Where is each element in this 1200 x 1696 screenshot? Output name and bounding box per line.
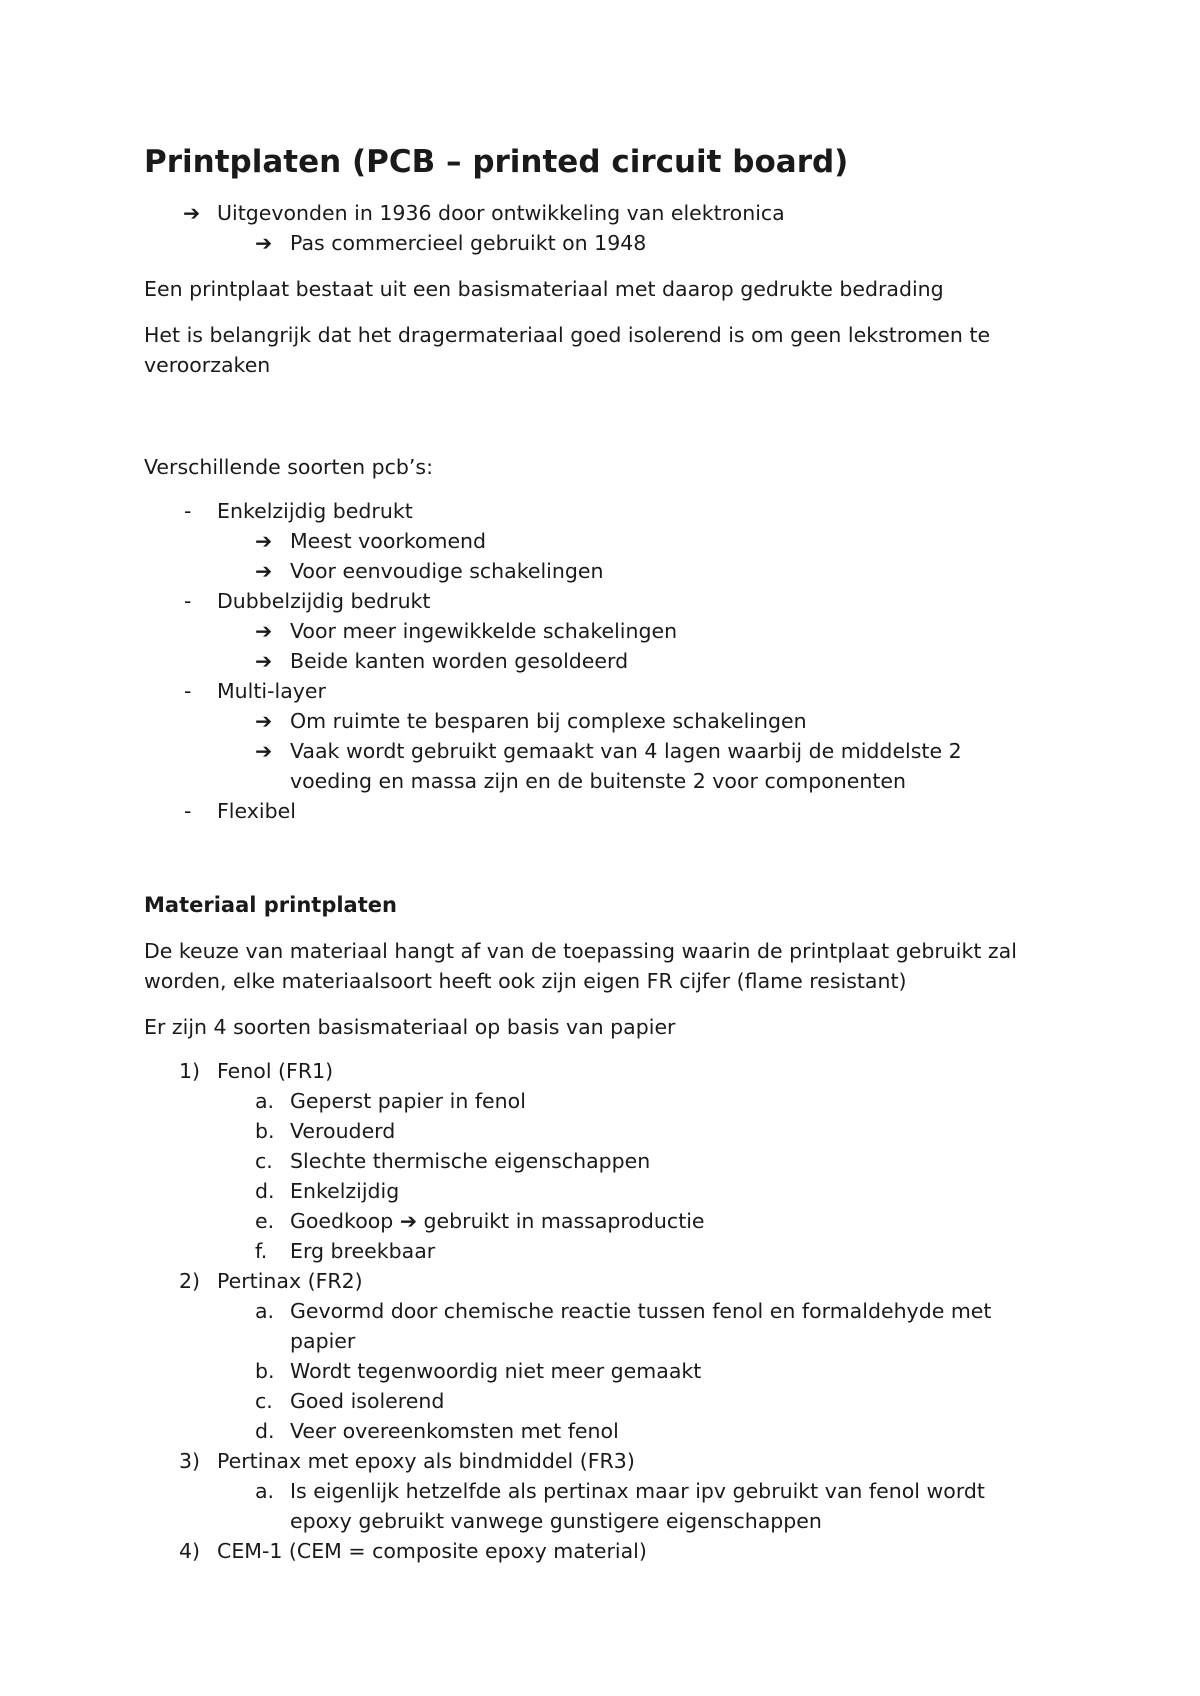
dash-bullet: - (184, 679, 192, 703)
dash-bullet: - (184, 499, 192, 523)
list-number: 1) (179, 1059, 201, 1083)
list-item-label: Multi-layer (217, 679, 326, 703)
lettered-item (144, 1206, 1064, 1236)
list-subitem (144, 556, 1064, 586)
arrow-icon: ➔ (255, 619, 273, 643)
numbered-item (144, 1446, 1064, 1476)
numbered-item (144, 1266, 1064, 1296)
arrow-icon: ➔ (255, 231, 273, 255)
paragraph: De keuze van materiaal hangt af van de toepassing waarin de printplaat gebruikt zal worden, elke materiaalsoort heeft ook zijn eigen FR cijfer (flame resistant) (144, 939, 1017, 993)
lettered-item (144, 1116, 1064, 1146)
list-subitem (144, 646, 1064, 676)
arrow-icon: ➔ (183, 201, 201, 225)
lettered-item-continuation (144, 1326, 1064, 1356)
list-subitem (144, 736, 1064, 766)
lettered-item-text: papier (290, 1329, 356, 1353)
list-subitem-text: Meest voorkomend (290, 529, 487, 553)
list-item-label: Enkelzijdig bedrukt (217, 499, 413, 523)
list-item-label: Flexibel (217, 799, 296, 823)
list-number: 3) (179, 1449, 201, 1473)
intro-arrow-text: Uitgevonden in 1936 door ontwikkeling van elektronica (217, 201, 785, 225)
list-item (144, 496, 1064, 526)
lettered-item-text: Veer overeenkomsten met fenol (290, 1419, 619, 1443)
lettered-item (144, 1236, 1064, 1266)
lettered-item-text: Gevormd door chemische reactie tussen fenol en formaldehyde met (290, 1299, 992, 1323)
lettered-item (144, 1356, 1064, 1386)
arrow-icon: ➔ (255, 709, 273, 733)
lettered-item-text: Verouderd (290, 1119, 396, 1143)
list-subitem-text: Voor eenvoudige schakelingen (290, 559, 604, 583)
arrow-icon: ➔ (255, 529, 273, 553)
list-letter: c. (255, 1149, 273, 1173)
dash-bullet: - (184, 799, 192, 823)
lettered-item-text: Wordt tegenwoordig niet meer gemaakt (290, 1359, 702, 1383)
list-subitem-continuation (144, 766, 1064, 796)
list-subitem (144, 616, 1064, 646)
lettered-item-text: Slechte thermische eigenschappen (290, 1149, 651, 1173)
lettered-item (144, 1176, 1064, 1206)
list-number: 2) (179, 1269, 201, 1293)
intro-arrow-subitem (144, 228, 1064, 258)
list-letter: a. (255, 1479, 275, 1503)
arrow-icon: ➔ (255, 559, 273, 583)
list-number: 4) (179, 1539, 201, 1563)
lettered-item-text: Goed isolerend (290, 1389, 445, 1413)
intro-arrow-item (144, 198, 1064, 228)
lettered-item-text: Is eigenlijk hetzelfde als pertinax maar ipv gebruikt van fenol wordt (290, 1479, 985, 1503)
list-item (144, 796, 1064, 826)
list-item-label: Dubbelzijdig bedrukt (217, 589, 431, 613)
paragraph: Een printplaat bestaat uit een basismateriaal met daarop gedrukte bedrading (144, 277, 944, 301)
lettered-item (144, 1386, 1064, 1416)
numbered-item (144, 1056, 1064, 1086)
lettered-item (144, 1296, 1064, 1326)
list-letter: c. (255, 1389, 273, 1413)
lettered-item (144, 1086, 1064, 1116)
arrow-icon: ➔ (255, 739, 273, 763)
dash-bullet: - (184, 589, 192, 613)
list-subitem (144, 526, 1064, 556)
lettered-item-text: epoxy gebruikt vanwege gunstigere eigenschappen (290, 1509, 822, 1533)
list-letter: e. (255, 1209, 275, 1233)
types-heading: Verschillende soorten pcb’s: (144, 455, 434, 479)
numbered-item-label: Pertinax met epoxy als bindmiddel (FR3) (217, 1449, 635, 1473)
lettered-item-text: Erg breekbaar (290, 1239, 436, 1263)
list-item (144, 676, 1064, 706)
document-page (144, 140, 1064, 1566)
list-subitem-text: Voor meer ingewikkelde schakelingen (290, 619, 678, 643)
list-subitem-text: Beide kanten worden gesoldeerd (290, 649, 629, 673)
list-letter: b. (255, 1359, 275, 1383)
list-letter: b. (255, 1119, 275, 1143)
lettered-item (144, 1416, 1064, 1446)
arrow-icon: ➔ (255, 649, 273, 673)
list-subitem-text: voeding en massa zijn en de buitenste 2 voor componenten (290, 769, 907, 793)
numbered-item (144, 1536, 1064, 1566)
list-subitem (144, 706, 1064, 736)
numbered-item-label: CEM-1 (CEM = composite epoxy material) (217, 1539, 647, 1563)
numbered-item-label: Fenol (FR1) (217, 1059, 334, 1083)
lettered-item (144, 1476, 1064, 1506)
lettered-item-continuation (144, 1506, 1064, 1536)
list-subitem-text: Om ruimte te besparen bij complexe schakelingen (290, 709, 807, 733)
paragraph: Er zijn 4 soorten basismateriaal op basis van papier (144, 1015, 676, 1039)
numbered-item-label: Pertinax (FR2) (217, 1269, 363, 1293)
arrow-icon: ➔ (399, 1209, 418, 1233)
lettered-item-text: Enkelzijdig (290, 1179, 400, 1203)
list-letter: a. (255, 1089, 275, 1113)
list-letter: d. (255, 1179, 275, 1203)
section-heading: Materiaal printplaten (144, 893, 397, 917)
lettered-item-text: Geperst papier in fenol (290, 1089, 526, 1113)
list-letter: f. (255, 1239, 268, 1263)
list-letter: d. (255, 1419, 275, 1443)
list-letter: a. (255, 1299, 275, 1323)
lettered-item-text: gebruikt in massaproductie (423, 1209, 705, 1233)
paragraph: Het is belangrijk dat het dragermateriaal goed isolerend is om geen lekstromen te veroorzaken (144, 323, 991, 377)
list-subitem-text: Vaak wordt gebruikt gemaakt van 4 lagen waarbij de middelste 2 (290, 739, 962, 763)
lettered-item-text: Goedkoop (290, 1209, 394, 1233)
lettered-item (144, 1146, 1064, 1176)
intro-arrow-text: Pas commercieel gebruikt on 1948 (290, 231, 647, 255)
page-title: Printplaten (PCB – printed circuit board) (144, 144, 849, 180)
list-item (144, 586, 1064, 616)
